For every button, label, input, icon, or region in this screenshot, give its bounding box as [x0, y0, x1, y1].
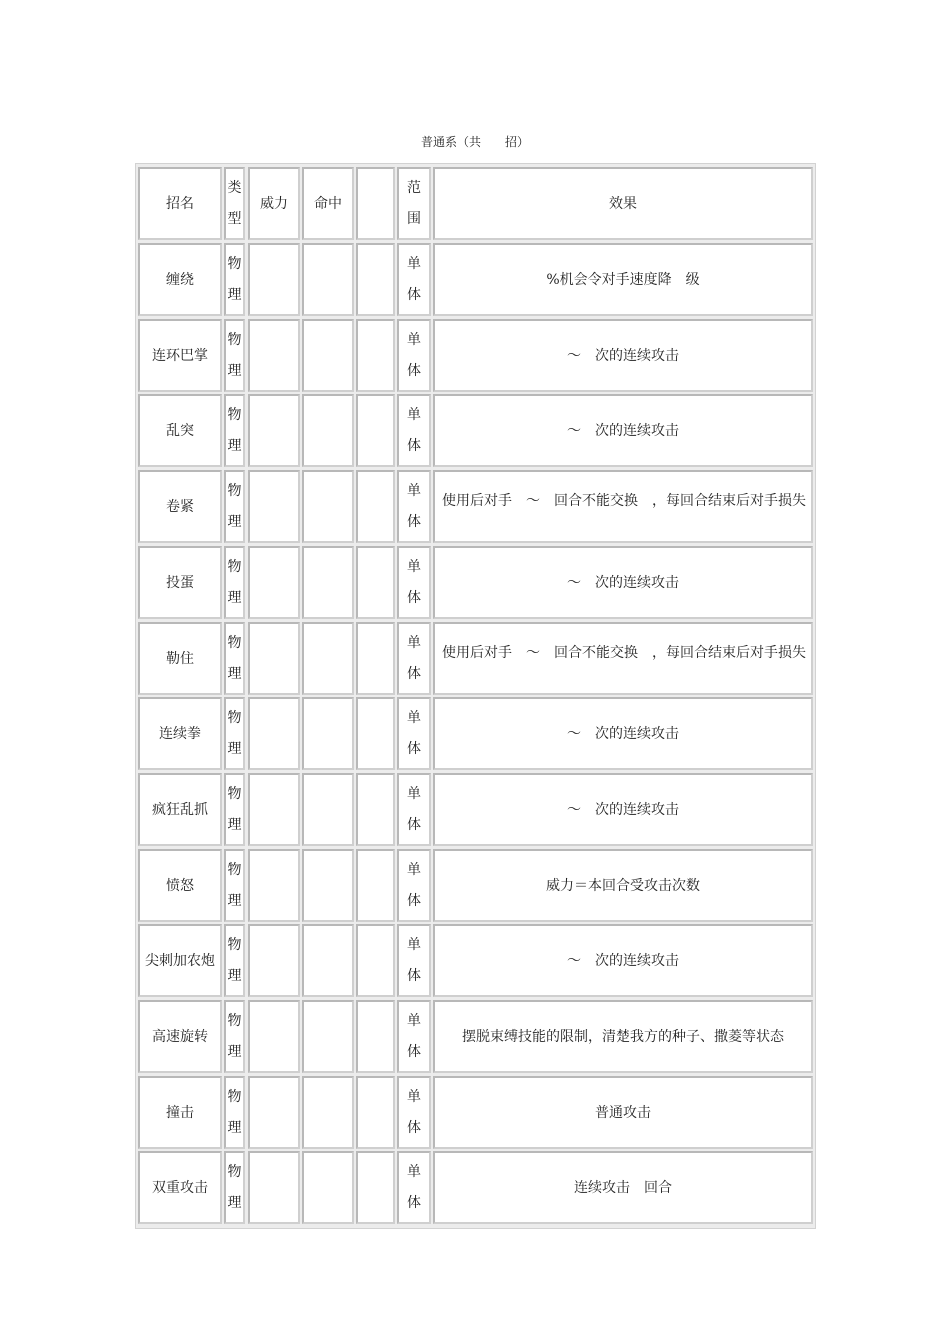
- row-9-effect: [433, 849, 813, 922]
- moves-table: [135, 163, 816, 1229]
- row-7-power: [248, 697, 300, 770]
- row-2-accuracy: [302, 319, 354, 392]
- row-6-power: [248, 622, 300, 695]
- row-11-effect-text: 摆脱束缚技能的限制，清楚我方的种子、撒菱等状态: [462, 1028, 784, 1045]
- row-12-range-text: 单体: [407, 1088, 421, 1136]
- row-1-effect-text: %机会令对手速度降 级: [546, 271, 700, 288]
- row-4-pp: [356, 470, 395, 543]
- row-6-range: [397, 622, 431, 695]
- row-3-accuracy: [302, 394, 354, 467]
- row-5-range-text: 单体: [407, 558, 421, 606]
- row-7-range: [397, 697, 431, 770]
- row-5-accuracy: [302, 546, 354, 619]
- row-5-effect-text: ～ 次的连续攻击: [567, 574, 679, 591]
- row-5-power: [248, 546, 300, 619]
- row-2-effect: [433, 319, 813, 392]
- row-1-name-text: 缠绕: [166, 271, 194, 288]
- row-1-accuracy: [302, 243, 354, 316]
- row-11-accuracy: [302, 1000, 354, 1073]
- row-7-type: [224, 697, 245, 770]
- row-8-effect-text: ～ 次的连续攻击: [567, 801, 679, 818]
- row-6-accuracy: [302, 622, 354, 695]
- row-12-pp: [356, 1076, 395, 1149]
- row-6-type: [224, 622, 245, 695]
- row-12-range: [397, 1076, 431, 1149]
- row-2-range-text: 单体: [407, 331, 421, 379]
- row-9-type-text: 物理: [227, 861, 242, 909]
- row-11-power: [248, 1000, 300, 1073]
- row-4-range-text: 单体: [407, 482, 421, 530]
- row-4-name-text: 卷紧: [166, 498, 194, 515]
- row-3-range: [397, 394, 431, 467]
- row-13-accuracy: [302, 1151, 354, 1224]
- row-12-type: [224, 1076, 245, 1149]
- row-10-range-text: 单体: [407, 936, 421, 984]
- row-9-pp: [356, 849, 395, 922]
- row-3-range-text: 单体: [407, 406, 421, 454]
- row-12-accuracy: [302, 1076, 354, 1149]
- header-range: [397, 167, 431, 240]
- row-8-effect: [433, 773, 813, 846]
- row-8-range: [397, 773, 431, 846]
- row-4-power: [248, 470, 300, 543]
- row-10-type: [224, 924, 245, 997]
- row-5-name: [138, 546, 222, 619]
- row-10-name-text: 尖刺加农炮: [145, 952, 215, 969]
- header-name-text: 招名: [166, 195, 194, 212]
- row-10-effect: [433, 924, 813, 997]
- row-1-name: [138, 243, 222, 316]
- row-4-effect-text: 使用后对手 ～ 回合不能交换 ，每回合结束后对手损失: [442, 493, 806, 509]
- row-13-type: [224, 1151, 245, 1224]
- row-12-name-text: 撞击: [166, 1104, 194, 1121]
- row-1-pp: [356, 243, 395, 316]
- row-8-accuracy: [302, 773, 354, 846]
- row-9-power: [248, 849, 300, 922]
- row-1-effect: [433, 243, 813, 316]
- row-5-range: [397, 546, 431, 619]
- row-2-name: [138, 319, 222, 392]
- row-8-name: [138, 773, 222, 846]
- header-effect: [433, 167, 813, 240]
- row-7-accuracy: [302, 697, 354, 770]
- row-12-name: [138, 1076, 222, 1149]
- row-11-range-text: 单体: [407, 1012, 421, 1060]
- row-10-range: [397, 924, 431, 997]
- row-9-range-text: 单体: [407, 861, 421, 909]
- row-11-type: [224, 1000, 245, 1073]
- row-12-power: [248, 1076, 300, 1149]
- row-6-effect: [433, 622, 813, 695]
- row-9-range: [397, 849, 431, 922]
- row-1-type-text: 物理: [227, 255, 242, 303]
- row-11-pp: [356, 1000, 395, 1073]
- row-4-effect: [433, 470, 813, 543]
- row-11-name: [138, 1000, 222, 1073]
- header-name: [138, 167, 222, 240]
- row-3-effect-text: ～ 次的连续攻击: [567, 422, 679, 439]
- header-power-text: 威力: [260, 195, 288, 212]
- header-effect-text: 效果: [609, 195, 637, 212]
- row-1-power: [248, 243, 300, 316]
- row-2-effect-text: ～ 次的连续攻击: [567, 347, 679, 364]
- row-3-type: [224, 394, 245, 467]
- row-11-range: [397, 1000, 431, 1073]
- row-8-type: [224, 773, 245, 846]
- row-7-range-text: 单体: [407, 709, 421, 757]
- row-5-type-text: 物理: [227, 558, 242, 606]
- row-5-pp: [356, 546, 395, 619]
- row-11-name-text: 高速旋转: [152, 1028, 208, 1045]
- row-4-range: [397, 470, 431, 543]
- row-13-name: [138, 1151, 222, 1224]
- row-1-range: [397, 243, 431, 316]
- row-10-pp: [356, 924, 395, 997]
- header-type: [224, 167, 245, 240]
- row-9-effect-text: 威力＝本回合受攻击次数: [546, 877, 700, 894]
- row-2-type: [224, 319, 245, 392]
- row-2-range: [397, 319, 431, 392]
- row-10-power: [248, 924, 300, 997]
- row-5-type: [224, 546, 245, 619]
- row-7-name-text: 连续拳: [159, 725, 201, 742]
- row-8-power: [248, 773, 300, 846]
- row-4-type: [224, 470, 245, 543]
- row-11-type-text: 物理: [227, 1012, 242, 1060]
- row-6-range-text: 单体: [407, 634, 421, 682]
- row-1-range-text: 单体: [407, 255, 421, 303]
- row-5-effect: [433, 546, 813, 619]
- page-title: 普通系（共 招）: [420, 135, 529, 149]
- row-13-effect-text: 连续攻击 回合: [574, 1179, 672, 1196]
- row-7-effect-text: ～ 次的连续攻击: [567, 725, 679, 742]
- row-6-pp: [356, 622, 395, 695]
- row-10-type-text: 物理: [227, 936, 242, 984]
- row-4-type-text: 物理: [227, 482, 242, 530]
- row-9-name-text: 愤怒: [166, 877, 194, 894]
- row-13-range: [397, 1151, 431, 1224]
- row-13-power: [248, 1151, 300, 1224]
- row-8-name-text: 疯狂乱抓: [152, 801, 208, 818]
- row-12-effect-text: 普通攻击: [595, 1104, 651, 1121]
- row-9-name: [138, 849, 222, 922]
- row-12-effect: [433, 1076, 813, 1149]
- row-13-name-text: 双重攻击: [152, 1179, 208, 1196]
- row-7-pp: [356, 697, 395, 770]
- row-6-effect-text: 使用后对手 ～ 回合不能交换 ，每回合结束后对手损失: [442, 645, 806, 661]
- row-3-power: [248, 394, 300, 467]
- row-6-name-text: 勒住: [166, 650, 194, 667]
- row-7-type-text: 物理: [227, 709, 242, 757]
- row-2-type-text: 物理: [227, 331, 242, 379]
- row-10-accuracy: [302, 924, 354, 997]
- row-5-name-text: 投蛋: [166, 574, 194, 591]
- row-8-range-text: 单体: [407, 785, 421, 833]
- row-2-pp: [356, 319, 395, 392]
- header-pp: [356, 167, 395, 240]
- header-accuracy-text: 命中: [314, 195, 342, 212]
- row-3-effect: [433, 394, 813, 467]
- row-8-pp: [356, 773, 395, 846]
- row-11-effect: [433, 1000, 813, 1073]
- row-12-type-text: 物理: [227, 1088, 242, 1136]
- row-7-effect: [433, 697, 813, 770]
- row-3-name-text: 乱突: [166, 422, 194, 439]
- header-accuracy: [302, 167, 354, 240]
- row-13-effect: [433, 1151, 813, 1224]
- header-range-text: 范围: [407, 179, 421, 227]
- row-9-type: [224, 849, 245, 922]
- header-type-text: 类型: [227, 179, 242, 227]
- row-2-power: [248, 319, 300, 392]
- row-3-pp: [356, 394, 395, 467]
- row-13-pp: [356, 1151, 395, 1224]
- row-3-type-text: 物理: [227, 406, 242, 454]
- header-power: [248, 167, 300, 240]
- row-1-type: [224, 243, 245, 316]
- row-9-accuracy: [302, 849, 354, 922]
- row-10-name: [138, 924, 222, 997]
- row-13-range-text: 单体: [407, 1163, 421, 1211]
- row-2-name-text: 连环巴掌: [152, 347, 208, 364]
- row-13-type-text: 物理: [227, 1163, 242, 1211]
- row-3-name: [138, 394, 222, 467]
- row-6-name: [138, 622, 222, 695]
- row-6-type-text: 物理: [227, 634, 242, 682]
- row-4-accuracy: [302, 470, 354, 543]
- row-7-name: [138, 697, 222, 770]
- row-8-type-text: 物理: [227, 785, 242, 833]
- row-10-effect-text: ～ 次的连续攻击: [567, 952, 679, 969]
- row-4-name: [138, 470, 222, 543]
